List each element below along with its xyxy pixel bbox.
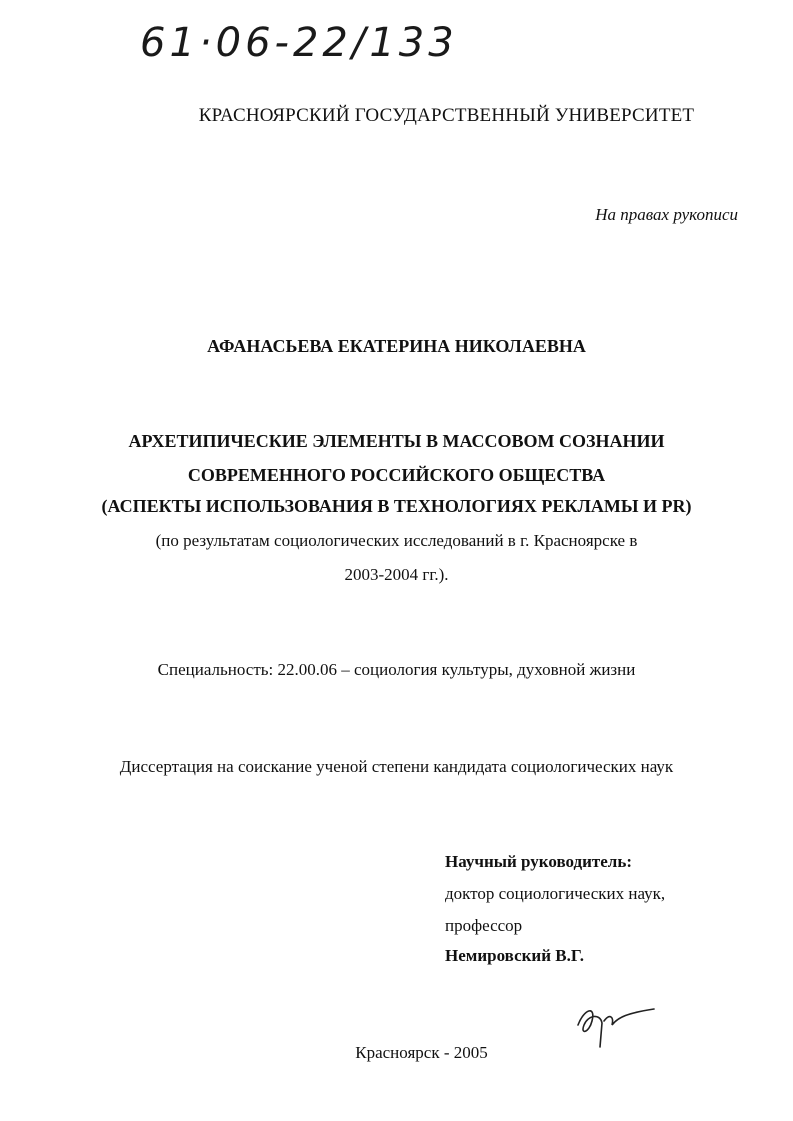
title-line: (АСПЕКТЫ ИСПОЛЬЗОВАНИЯ В ТЕХНОЛОГИЯХ РЕКЛАМЫ И PR) (101, 496, 692, 516)
university-name: КРАСНОЯРСКИЙ ГОСУДАРСТВЕННЫЙ УНИВЕРСИТЕТ (198, 105, 695, 126)
author-name: АФАНАСЬЕВА ЕКАТЕРИНА НИКОЛАЕВНА (207, 336, 586, 356)
dissertation-statement: Диссертация на соискание ученой степени кандидата социологических наук (119, 757, 674, 776)
specialty: Специальность: 22.00.06 – социология культуры, духовной жизни (157, 660, 636, 679)
title-line: АРХЕТИПИЧЕСКИЕ ЭЛЕМЕНТЫ В МАССОВОМ СОЗНАНИИ (128, 431, 665, 451)
subtitle-line: (по результатам социологических исследований в г. Красноярске в (155, 531, 638, 550)
supervisor-heading: Научный руководитель: (445, 852, 632, 871)
city-year: Красноярск - 2005 (355, 1043, 488, 1062)
supervisor-name: Немировский В.Г. (445, 946, 584, 965)
subtitle-line: 2003-2004 гг.). (344, 565, 449, 584)
title-line: СОВРЕМЕННОГО РОССИЙСКОГО ОБЩЕСТВА (187, 465, 606, 485)
supervisor-position: профессор (445, 916, 523, 935)
supervisor-degree: доктор социологических наук, (445, 884, 666, 903)
manuscript-rights-note: На правах рукописи (595, 205, 738, 224)
handwritten-catalog-code: 61·06-22/133 (140, 20, 458, 66)
